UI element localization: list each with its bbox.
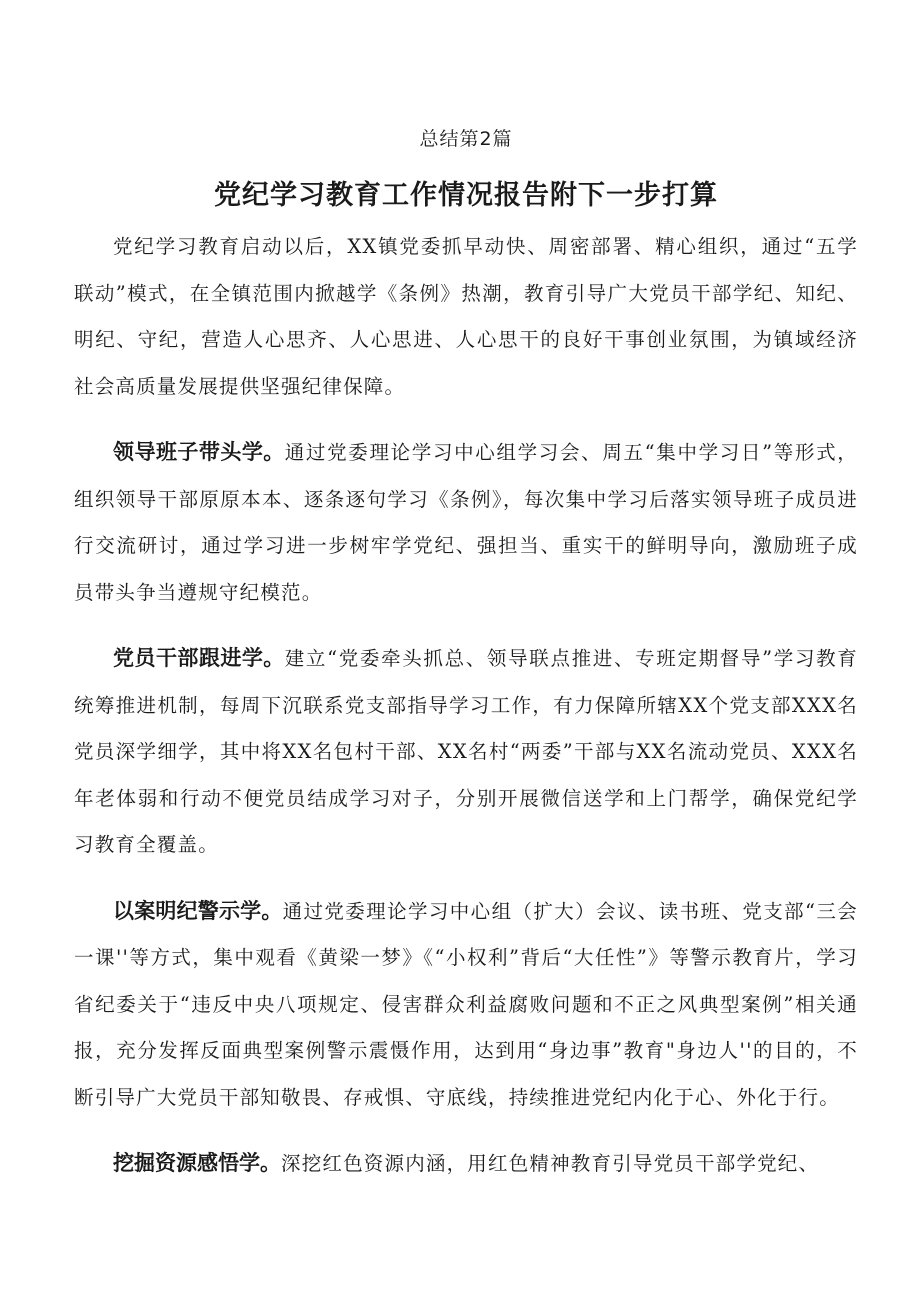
paragraph-leadership — [74, 429, 858, 616]
paragraph-lead: 挖掘资源感悟学。 — [113, 1151, 281, 1175]
paragraph-lead: 以案明纪警示学。 — [113, 898, 283, 923]
paragraph-party-members — [74, 635, 858, 869]
section-label: 总结第2篇 — [419, 128, 513, 150]
paragraph-text: 党纪学习教育启动以后，XX镇党委抓早动快、周密部署、精心组织，通过“五学联动”模式，在全镇范围内掀越学《条例》热潮，教育引导广大党员干部学纪、知纪、明纪、守纪，营造人心思齐、人心思进、人心思干的良好干事创业氛围，为镇域经济社会高质量发展提供坚强纪律保障。 — [74, 235, 858, 398]
paragraph-text: 深挖红色资源内涵，用红色精神教育引导党员干部学党纪、 — [281, 1152, 820, 1175]
paragraph-lead: 党员干部跟进学。 — [113, 646, 285, 670]
paragraph-text: 通过党委理论学习中心组（扩大）会议、读书班、党支部“三会一课''等方式，集中观看《黄梁一梦》《“小权利”背后“大任性”》等警示教育片，学习省纪委关于“违反中央八项规定、侵害群众利益腐败问题和不正之风典型案例”相关通报，充分发挥反面典型案例警示震慑作用，达到用“身边事”教育"身边人''的目的，不断引导广大党员干部知敬畏、存戒惧、守底线，持续推进党纪内化于心、外化于行。 — [74, 899, 859, 1109]
paragraph-text: 通过党委理论学习中心组学习会、周五“集中学习日”等形式，组织领导干部原原本本、逐条逐句学习《条例》，每次集中学习后落实领导班子成员进行交流研讨，通过学习进一步树牢学党纪、强担当、重实干的鲜明导向，激励班子成员带头争当遵规守纪模范。 — [74, 441, 858, 604]
paragraph-lead: 领导班子带头学。 — [113, 440, 285, 464]
document-title: 党纪学习教育工作情况报告附下一步打算 — [214, 180, 718, 211]
paragraph-warning-cases — [74, 888, 858, 1122]
intro-paragraph — [74, 224, 858, 410]
paragraph-resources — [74, 1140, 858, 1188]
paragraph-text: 建立“党委牵头抓总、领导联点推进、专班定期督导”学习教育统筹推进机制，每周下沉联系党支部指导学习工作，有力保障所辖XX个党支部XXX名党员深学细学，其中将XX名包村干部、XX名村“两委”干部与XX名流动党员、XXX名年老体弱和行动不便党员结成学习对子，分别开展微信送学和上门帮学，确保党纪学习教育全覆盖。 — [74, 647, 858, 856]
